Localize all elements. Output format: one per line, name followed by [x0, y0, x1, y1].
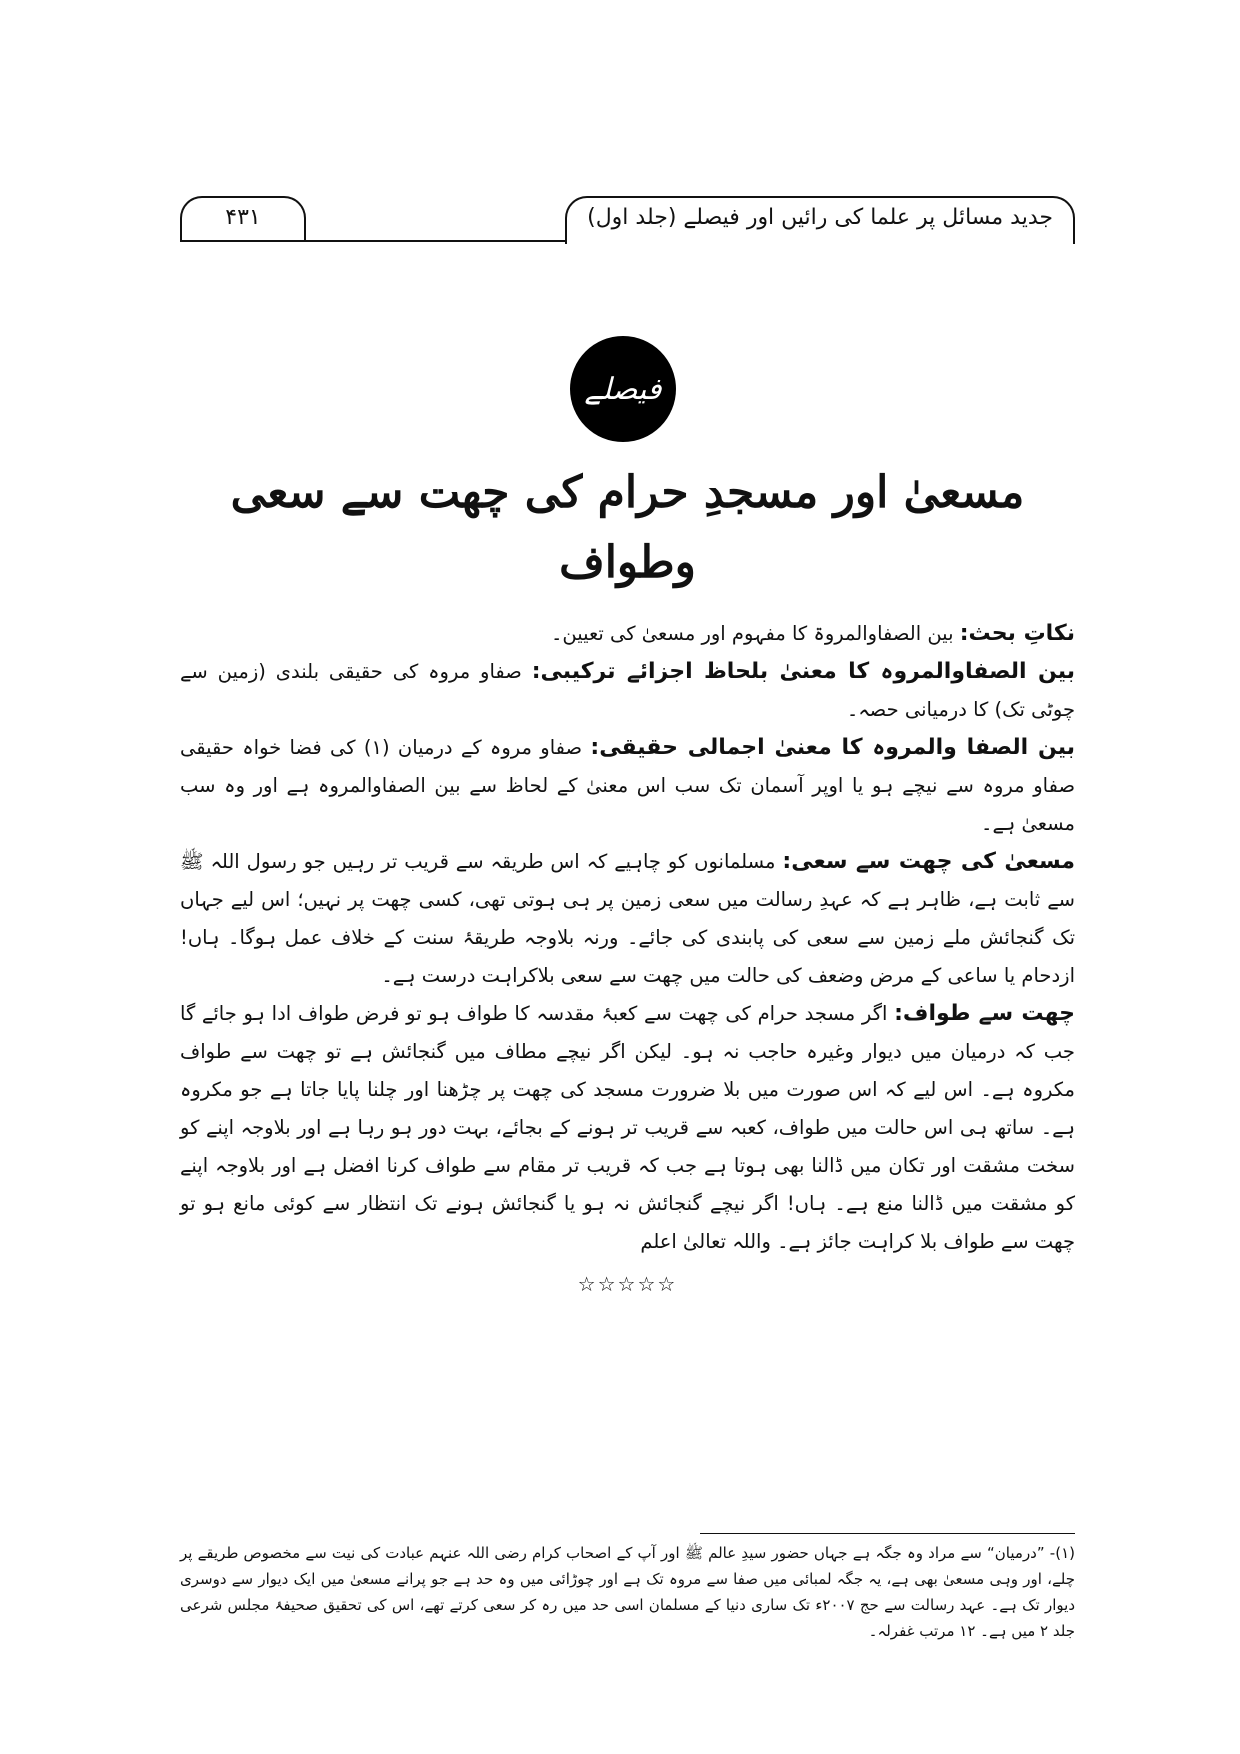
section-text: صفاو مروہ کی حقیقی بلندی (زمین سے چوٹی تک) کا درمیانی حصہ۔ — [180, 660, 1075, 721]
emblem-text: فیصلے — [584, 371, 662, 407]
book-title: جدید مسائل پر علما کی رائیں اور فیصلے (جلد اول) — [565, 196, 1075, 244]
paragraph — [180, 729, 1075, 843]
section-text: اگر مسجد حرام کی چھت سے کعبۂ مقدسہ کا طواف ہو تو فرض طواف ادا ہو جائے گا جب کہ درمیان میں دیوار وغیرہ حاجب نہ ہو۔ لیکن اگر نیچے مطاف میں گنجائش ہے تو چھت سے طواف مکروہ ہے۔ اس لیے کہ اس صورت میں بلا ضرورت مسجد کی چھت پر چڑھنا اور چلنا پایا جاتا ہے جو مکروہ ہے۔ ساتھ ہی اس حالت میں طواف، کعبہ سے قریب تر ہونے کے بجائے، بہت دور ہو رہا ہے اور بلاوجہ اپنے کو سخت مشقت اور تکان میں ڈالنا بھی ہوتا ہے جب کہ قریب تر مقام سے طواف کرنا افضل ہے اور بلاوجہ اپنے کو مشقت میں ڈالنا منع ہے۔ ہاں! اگر نیچے گنجائش نہ ہو یا گنجائش ہونے تک انتظار سے کوئی مانع ہو تو چھت سے طواف بلا کراہت جائز ہے۔ واللہ تعالیٰ اعلم — [180, 1002, 1075, 1253]
section-text: مسلمانوں کو چاہیے کہ اس طریقہ سے قریب تر رہیں جو رسول اللہ ﷺ سے ثابت ہے، ظاہر ہے کہ عہدِ رسالت میں سعی زمین پر ہی ہوتی تھی، کسی چھت پر نہیں؛ اس لیے جہاں تک گنجائش ملے زمین سے سعی کی پابندی کی جائے۔ ورنہ بلاوجہ طریقۂ سنت کے خلاف عمل ہوگا۔ ہاں! ازدحام یا ساعی کے مرض وضعف کی حالت میں چھت سے سعی بلاکراہت درست ہے۔ — [180, 850, 1075, 987]
section-label: بین الصفاوالمروہ کا معنیٰ بلحاظ اجزائے ترکیبی: — [531, 659, 1075, 684]
footnote: (۱)- ”درمیان“ سے مراد وہ جگہ ہے جہاں حضور سیدِ عالم ﷺ اور آپ کے اصحاب کرام رضی اللہ عنہم عبادت کی نیت سے مخصوص طریقے پر چلے، اور وہی مسعیٰ بھی ہے، یہ جگہ لمبائی میں صفا سے مروہ تک ہے اور چوڑائی میں وہ حد ہے جو پرانے مسعیٰ میں ایک دیوار سے دوسری دیوار تک ہے۔ عہد رسالت سے حج ۲۰۰۷ء تک ساری دنیا کے مسلمان اسی حد میں رہ کر سعی کرتے تھے، اس کی تحقیق صحیفۂ مجلس شرعی جلد ۲ میں ہے۔ ۱۲ مرتب غفرلہ۔ — [180, 1544, 1075, 1640]
body-text — [180, 615, 1075, 1303]
footnote-rule — [700, 1533, 1075, 1534]
section-label: نکاتِ بحث: — [959, 621, 1075, 646]
section-label: مسعیٰ کی چھت سے سعی: — [782, 849, 1076, 874]
paragraph — [180, 843, 1075, 995]
star-separator: ☆☆☆☆☆ — [577, 1272, 678, 1296]
paragraph — [180, 653, 1075, 729]
running-header — [180, 198, 1075, 242]
page-title: مسعیٰ اور مسجدِ حرام کی چھت سے سعی وطواف — [230, 467, 1025, 588]
paragraph — [180, 615, 1075, 653]
section-text: صفاو مروہ کے درمیان (۱) کی فضا خواہ حقیقی صفاو مروہ سے نیچے ہو یا اوپر آسمان تک سب اس معنیٰ کے لحاظ سے بین الصفاوالمروہ ہے اور وہ سب مسعیٰ ہے۔ — [180, 736, 1075, 835]
section-text: بین الصفاوالمروۃ کا مفہوم اور مسعیٰ کی تعیین۔ — [550, 622, 954, 645]
section-label: بین الصفا والمروہ کا معنیٰ اجمالی حقیقی: — [590, 735, 1075, 760]
paragraph — [180, 995, 1075, 1261]
chapter-emblem — [570, 336, 676, 442]
section-label: چھت سے طواف: — [894, 1001, 1076, 1026]
page-number: ۴۳۱ — [180, 196, 306, 240]
